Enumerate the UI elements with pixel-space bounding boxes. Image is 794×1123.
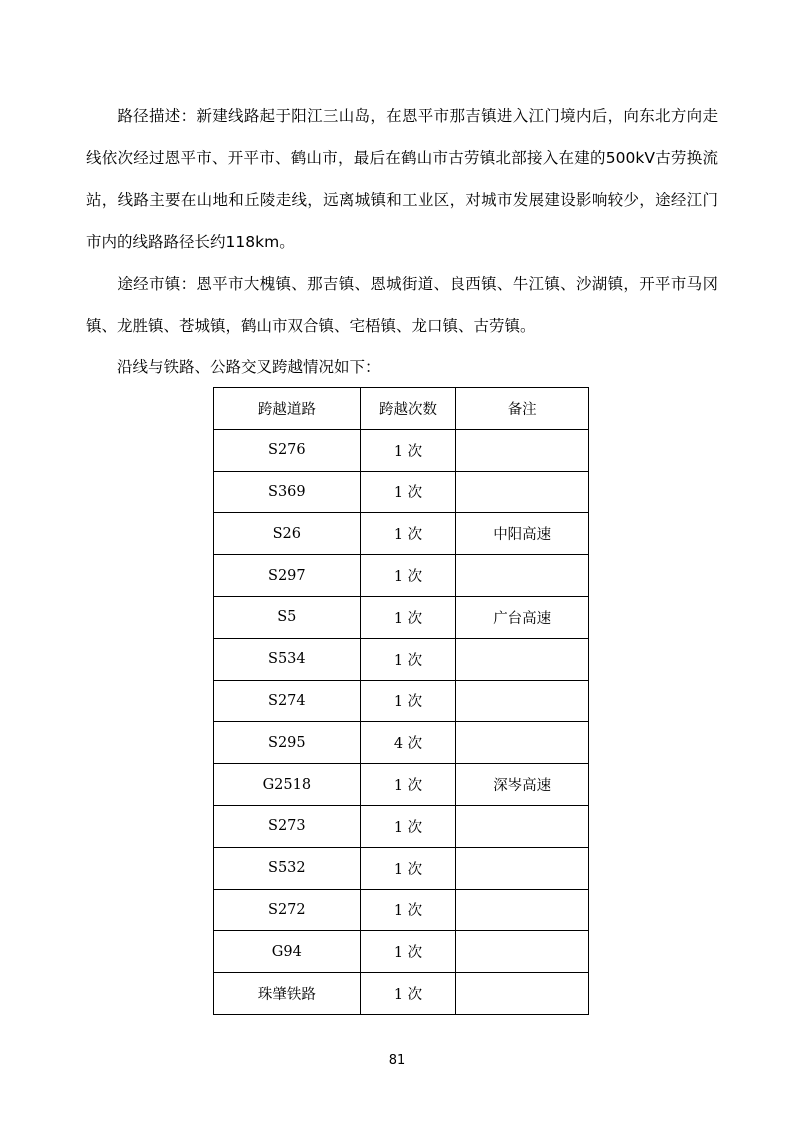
- cell-road: 珠肇铁路: [214, 973, 361, 1015]
- table-row: [214, 722, 589, 764]
- cell-remark: 广台高速: [456, 596, 589, 638]
- cell-remark: [456, 931, 589, 973]
- cell-road: S274: [214, 680, 361, 722]
- table-row: [214, 973, 589, 1015]
- table-row: [214, 471, 589, 513]
- route-description-paragraph: [86, 95, 718, 263]
- table-row: [214, 805, 589, 847]
- cell-road: G2518: [214, 764, 361, 806]
- table-intro-paragraph: [86, 346, 718, 388]
- header-count: 跨越次数: [360, 388, 456, 430]
- cell-road: S532: [214, 847, 361, 889]
- cell-remark: [456, 429, 589, 471]
- cell-remark: [456, 805, 589, 847]
- table-row: [214, 931, 589, 973]
- cell-count: 1 次: [360, 931, 456, 973]
- cell-remark: [456, 471, 589, 513]
- cell-remark: [456, 889, 589, 931]
- cell-road: G94: [214, 931, 361, 973]
- header-remark: 备注: [456, 388, 589, 430]
- cell-remark: [456, 847, 589, 889]
- towns-text: 途经市镇：恩平市大槐镇、那吉镇、恩城街道、良西镇、牛江镇、沙湖镇，开平市马冈镇、龙胜镇、苍城镇，鹤山市双合镇、宅梧镇、龙口镇、古劳镇。: [86, 275, 718, 335]
- cell-count: 1 次: [360, 973, 456, 1015]
- cell-count: 1 次: [360, 429, 456, 471]
- table-row: [214, 596, 589, 638]
- cell-road: S273: [214, 805, 361, 847]
- cell-road: S5: [214, 596, 361, 638]
- cell-count: 1 次: [360, 805, 456, 847]
- table-row: [214, 680, 589, 722]
- cell-count: 1 次: [360, 596, 456, 638]
- cell-count: 1 次: [360, 680, 456, 722]
- cell-remark: [456, 638, 589, 680]
- cell-remark: [456, 680, 589, 722]
- cell-remark: 深岑高速: [456, 764, 589, 806]
- cell-count: 4 次: [360, 722, 456, 764]
- table-row: [214, 638, 589, 680]
- cell-road: S534: [214, 638, 361, 680]
- cell-remark: [456, 973, 589, 1015]
- cell-count: 1 次: [360, 889, 456, 931]
- header-road: 跨越道路: [214, 388, 361, 430]
- cell-road: S297: [214, 555, 361, 597]
- table-row: [214, 555, 589, 597]
- cell-road: S369: [214, 471, 361, 513]
- table-row: [214, 429, 589, 471]
- route-description-text-3: 。: [279, 233, 295, 251]
- cell-count: 1 次: [360, 471, 456, 513]
- page-number: 81: [388, 1053, 406, 1068]
- table-row: [214, 764, 589, 806]
- towns-paragraph: [86, 263, 718, 347]
- table-intro-text: 沿线与铁路、公路交叉跨越情况如下：: [117, 358, 381, 376]
- cell-count: 1 次: [360, 555, 456, 597]
- table-header-row: [214, 388, 589, 430]
- cell-remark: [456, 722, 589, 764]
- table-row: [214, 889, 589, 931]
- route-length: 118km: [225, 233, 280, 251]
- cell-count: 1 次: [360, 513, 456, 555]
- route-description-text-2: 古劳换流站，线路主要在山地和丘陵走线，远离城镇和工业区，对城市发展建设影响较少，途经江门市内的线路路径长约: [86, 149, 718, 251]
- cell-road: S26: [214, 513, 361, 555]
- crossing-table: [213, 387, 589, 1015]
- cell-count: 1 次: [360, 847, 456, 889]
- cell-road: S295: [214, 722, 361, 764]
- cell-road: S272: [214, 889, 361, 931]
- table-row: [214, 847, 589, 889]
- cell-remark: 中阳高速: [456, 513, 589, 555]
- table-row: [214, 513, 589, 555]
- route-voltage: 500kV: [605, 149, 655, 167]
- cell-count: 1 次: [360, 638, 456, 680]
- cell-count: 1 次: [360, 764, 456, 806]
- cell-road: S276: [214, 429, 361, 471]
- cell-remark: [456, 555, 589, 597]
- route-description-text-1: 路径描述：新建线路起于阳江三山岛，在恩平市那吉镇进入江门境内后，向东北方向走线依次经过恩平市、开平市、鹤山市，最后在鹤山市古劳镇北部接入在建的: [86, 107, 718, 167]
